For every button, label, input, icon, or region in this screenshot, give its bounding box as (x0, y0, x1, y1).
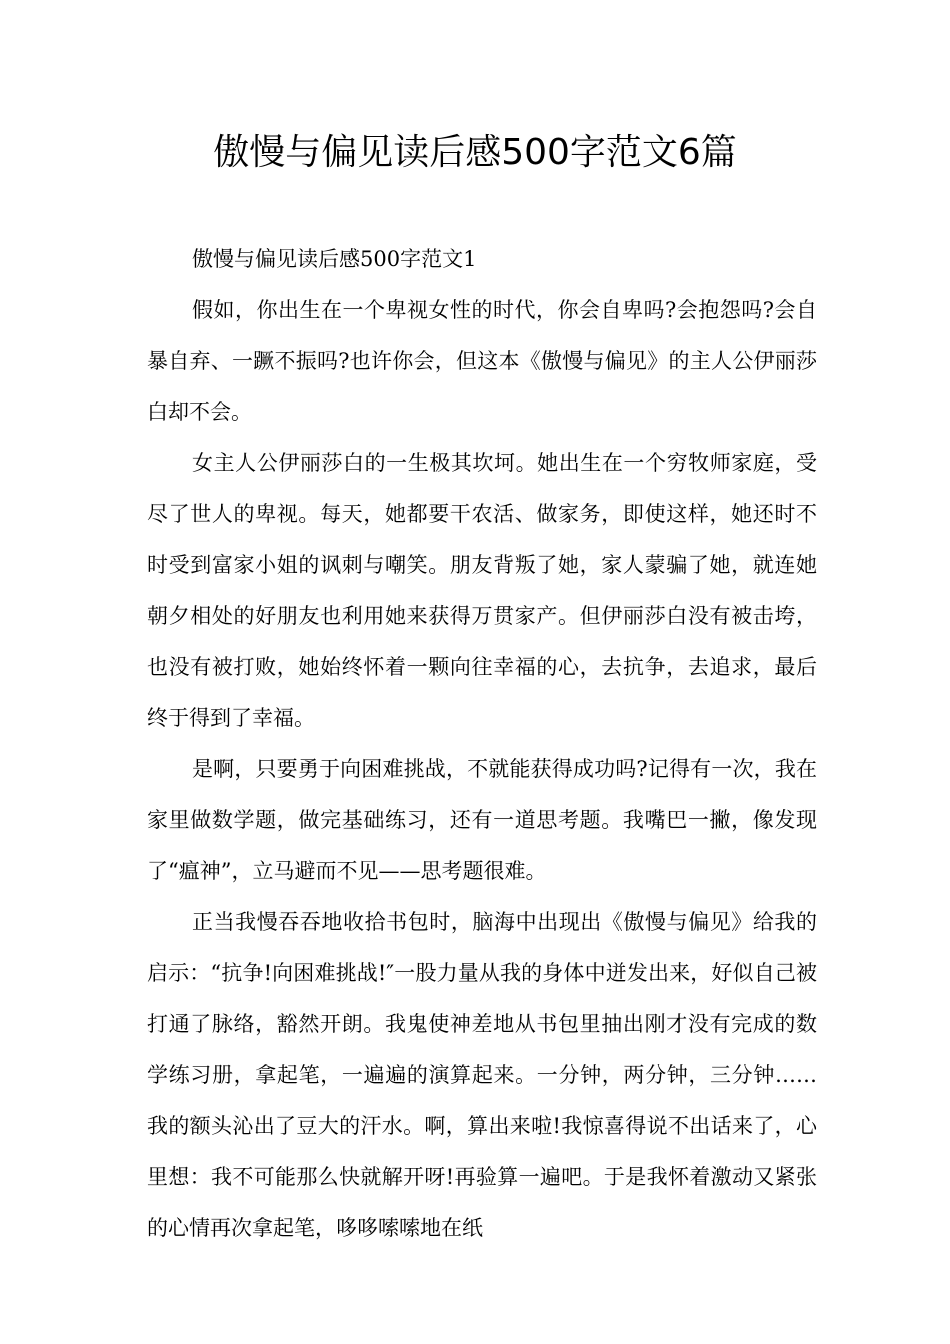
section-heading: 傲慢与偏见读后感500字范文1 (192, 247, 477, 271)
document-body (147, 234, 817, 1254)
paragraph: 女主人公伊丽莎白的一生极其坎坷。她出生在一个穷牧师家庭，受尽了世人的卑视。每天，她都要干农活、做家务，即使这样，她还时不时受到富家小姐的讽刺与嘲笑。朋友背叛了她，家人蒙骗了她，就连她朝夕相处的好朋友也利用她来获得万贯家产。但伊丽莎白没有被击垮，也没有被打败，她始终怀着一颗向往幸福的心，去抗争，去追求，最后终于得到了幸福。 (147, 451, 817, 730)
paragraph: 假如，你出生在一个卑视女性的时代，你会自卑吗?会抱怨吗?会自暴自弃、一蹶不振吗?也许你会，但这本《傲慢与偏见》的主人公伊丽莎白却不会。 (147, 298, 817, 424)
paragraph: 是啊，只要勇于向困难挑战，不就能获得成功吗?记得有一次，我在家里做数学题，做完基础练习，还有一道思考题。我嘴巴一撇，像发现了“瘟神”，立马避而不见——思考题很难。 (147, 757, 817, 883)
paragraph: 正当我慢吞吞地收拾书包时，脑海中出现出《傲慢与偏见》给我的启示：“抗争!向困难挑战!″一股力量从我的身体中迸发出来，好似自己被打通了脉络，豁然开朗。我鬼使神差地从书包里抽出刚才没有完成的数学练习册，拿起笔，一遍遍的演算起来。一分钟，两分钟，三分钟……我的额头沁出了豆大的汗水。啊，算出来啦!我惊喜得说不出话来了，心里想：我不可能那么快就解开呀!再验算一遍吧。于是我怀着激动又紧张的心情再次拿起笔，哆哆嗦嗦地在纸 (147, 910, 817, 1240)
document-title: 傲慢与偏见读后感500字范文6篇 (213, 132, 737, 173)
